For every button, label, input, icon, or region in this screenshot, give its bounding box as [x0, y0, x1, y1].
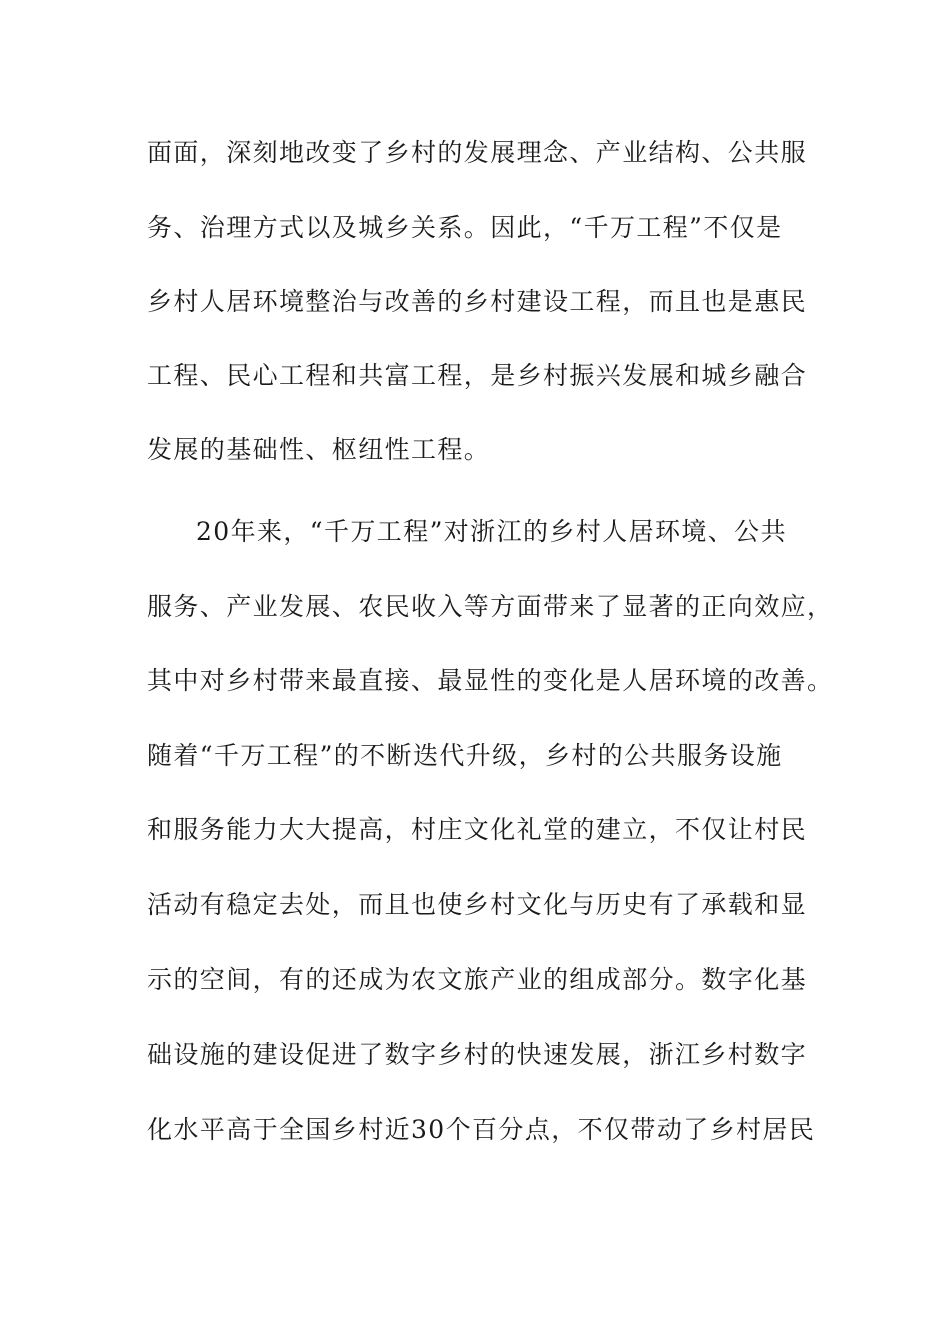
text-line-6: 20年来，“千万工程”对浙江的乡村人居环境、公共: [196, 517, 787, 546]
text-line-7: 服务、产业发展、农民收入等方面带来了显著的正向效应，: [147, 592, 834, 621]
text-line-2: 务、治理方式以及城乡关系。因此，“千万工程”不仅是: [147, 213, 783, 242]
text-line-5: 发展的基础性、枢纽性工程。: [147, 435, 491, 464]
text-line-4: 工程、民心工程和共富工程，是乡村振兴发展和城乡融合: [147, 361, 808, 390]
text-line-14: 化水平高于全国乡村近30个百分点，不仅带动了乡村居民: [147, 1115, 816, 1144]
text-line-8: 其中对乡村带来最直接、最显性的变化是人居环境的改善。: [147, 666, 834, 695]
text-line-12: 示的空间，有的还成为农文旅产业的组成部分。数字化基: [147, 965, 808, 994]
text-line-13: 础设施的建设促进了数字乡村的快速发展，浙江乡村数字: [147, 1040, 808, 1069]
text-line-1: 面面，深刻地改变了乡村的发展理念、产业结构、公共服: [147, 138, 808, 167]
text-line-10: 和服务能力大大提高，村庄文化礼堂的建立，不仅让村民: [147, 815, 808, 844]
text-line-9: 随着“千万工程”的不断迭代升级，乡村的公共服务设施: [147, 741, 783, 770]
text-line-3: 乡村人居环境整治与改善的乡村建设工程，而且也是惠民: [147, 287, 808, 316]
text-line-11: 活动有稳定去处，而且也使乡村文化与历史有了承载和显: [147, 890, 808, 919]
